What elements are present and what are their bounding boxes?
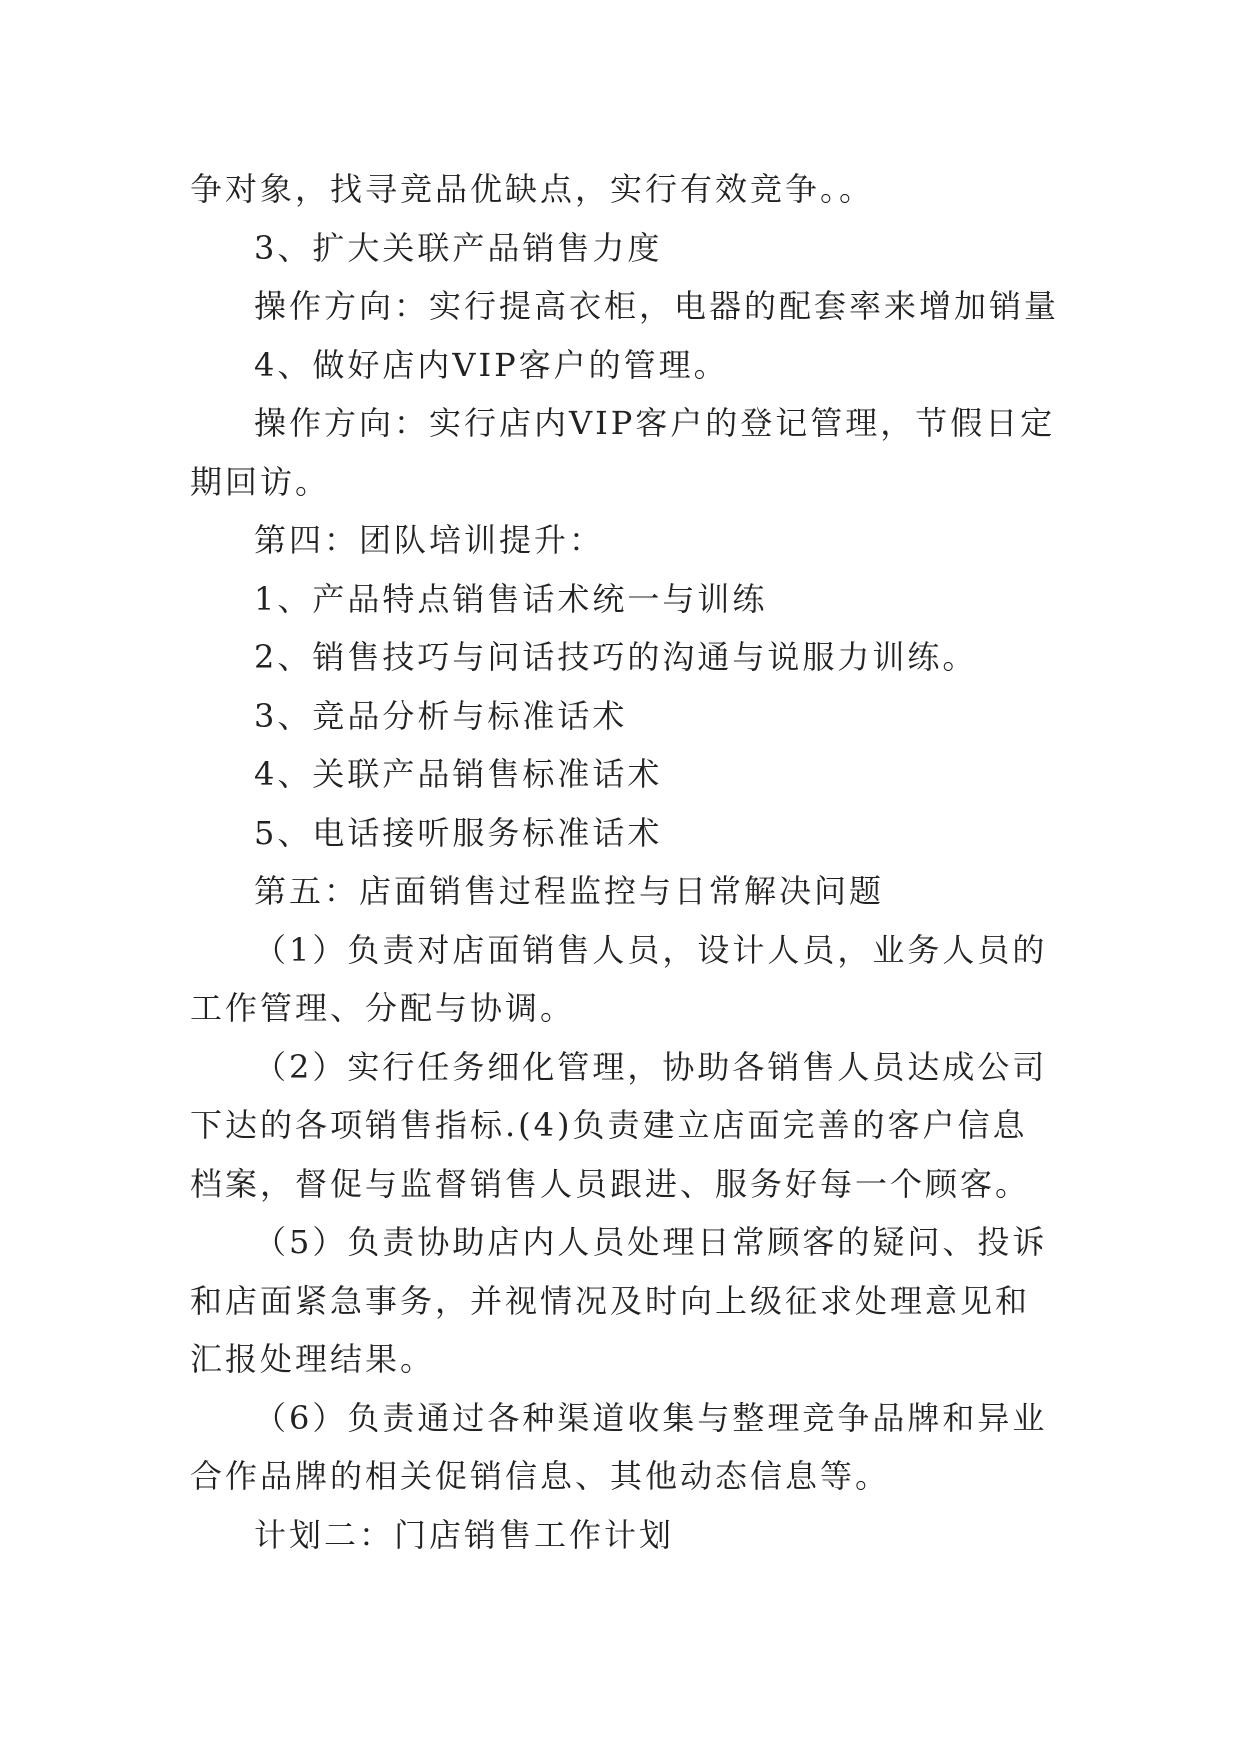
duty-item-2: （2）实行任务细化管理，协助各销售人员达成公司下达的各项销售指标.(4)负责建立店面完善的客户信息档案，督促与监督销售人员跟进、服务好每一个顾客。 — [190, 1047, 1048, 1203]
training-item-3: 3、竞品分析与标准话术 — [254, 696, 628, 735]
section-heading-plan-two: 计划二：门店销售工作计划 — [254, 1515, 675, 1554]
paragraph-continuation: 争对象，找寻竞品优缺点，实行有效竞争。。 — [190, 170, 875, 208]
duty-item-1: （1）负责对店面销售人员，设计人员，业务人员的工作管理、分配与协调。 — [190, 930, 1048, 1027]
section-heading-team-training: 第四：团队培训提升： — [254, 521, 605, 559]
paragraph-item-3: 3、扩大关联产品销售力度 — [254, 228, 663, 267]
duty-item-6: （6）负责通过各种渠道收集与整理竞争品牌和异业合作品牌的相关促销信息、其他动态信息等。 — [190, 1398, 1048, 1495]
training-item-1: 1、产品特点销售话术统一与训练 — [254, 579, 768, 618]
paragraph-item-4: 4、做好店内VIP客户的管理。 — [254, 345, 729, 384]
paragraph-operation-direction-2: 操作方向：实行店内VIP客户的登记管理，节假日定期回访。 — [190, 404, 1056, 501]
duty-item-5: （5）负责协助店内人员处理日常顾客的疑问、投诉和店面紧急事务，并视情况及时向上级征求处理意见和汇报处理结果。 — [190, 1223, 1048, 1378]
paragraph-operation-direction-1: 操作方向：实行提高衣柜，电器的配套率来增加销量 — [254, 287, 1060, 325]
section-heading-monitoring: 第五：店面销售过程监控与日常解决问题 — [254, 872, 885, 910]
training-item-4: 4、关联产品销售标准话术 — [254, 755, 663, 793]
document-body — [190, 160, 1060, 1564]
training-item-2: 2、销售技巧与问话技巧的沟通与说服力训练。 — [254, 638, 978, 676]
training-item-5: 5、电话接听服务标准话术 — [254, 813, 663, 852]
